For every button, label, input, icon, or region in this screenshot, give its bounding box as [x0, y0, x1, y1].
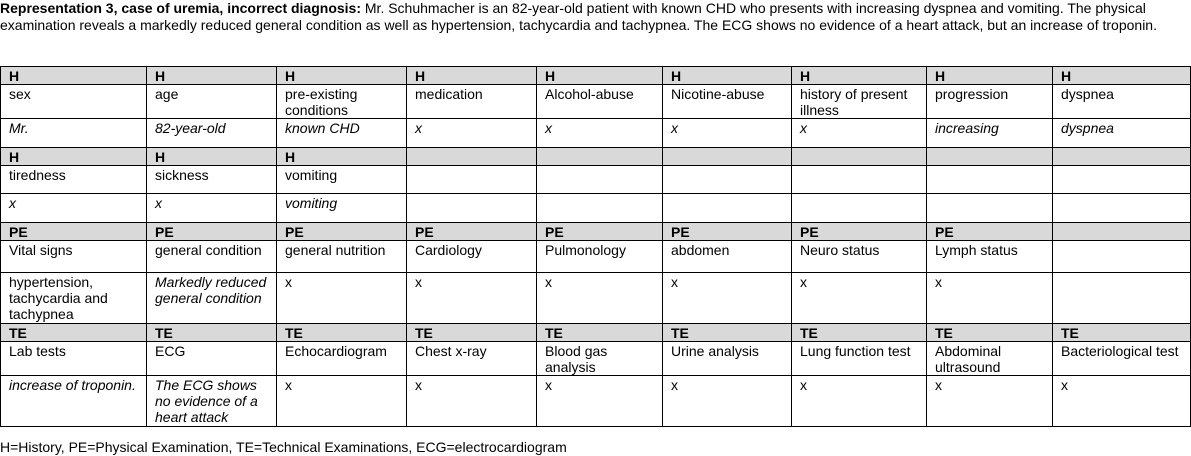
- item-value-cell: Mr.: [1, 119, 147, 148]
- category-cell: [407, 148, 537, 166]
- item-label-cell: progression: [927, 85, 1053, 119]
- category-cell: H: [407, 67, 537, 85]
- item-value-cell: x: [537, 273, 663, 324]
- item-value-cell: x: [537, 376, 663, 427]
- item-label-cell: general condition: [147, 241, 277, 273]
- item-value-cell: [1053, 273, 1191, 324]
- item-value-cell: [663, 194, 792, 223]
- item-value-cell: [927, 194, 1053, 223]
- category-cell: H: [537, 67, 663, 85]
- item-value-cell: The ECG shows no evidence of a heart attack: [147, 376, 277, 427]
- item-label-cell: [1053, 166, 1191, 194]
- category-cell: PE: [792, 223, 927, 241]
- item-value-cell: x: [1, 194, 147, 223]
- item-label-cell: Alcohol-abuse: [537, 85, 663, 119]
- category-cell: [1053, 223, 1191, 241]
- category-cell: PE: [537, 223, 663, 241]
- category-cell: [927, 148, 1053, 166]
- diagnosis-table: [0, 66, 1191, 427]
- item-label-cell: medication: [407, 85, 537, 119]
- category-cell: H: [277, 148, 407, 166]
- category-cell: H: [1, 67, 147, 85]
- item-label-cell: [1053, 241, 1191, 273]
- item-label-cell: Urine analysis: [663, 342, 792, 376]
- item-value-cell: x: [407, 376, 537, 427]
- item-label-cell: Cardiology: [407, 241, 537, 273]
- category-cell: H: [663, 67, 792, 85]
- item-label-cell: Blood gas analysis: [537, 342, 663, 376]
- item-value-cell: x: [407, 119, 537, 148]
- history-label-row: [1, 85, 1191, 119]
- item-value-cell: vomiting: [277, 194, 407, 223]
- item-value-cell: x: [663, 119, 792, 148]
- category-cell: TE: [663, 324, 792, 342]
- item-label-cell: Lung function test: [792, 342, 927, 376]
- item-label-cell: ECG: [147, 342, 277, 376]
- category-cell: PE: [147, 223, 277, 241]
- case-title: Representation 3, case of uremia, incorrect diagnosis:: [0, 0, 361, 16]
- item-value-cell: hypertension, tachycardia and tachypnea: [1, 273, 147, 324]
- category-cell: H: [792, 67, 927, 85]
- technical-exam-label-row: [1, 342, 1191, 376]
- item-value-cell: increasing: [927, 119, 1053, 148]
- case-summary: Mr. Schuhmacher is an 82-year-old patient with known CHD who presents with increasing dyspnea and vomiting. The physical examination reveals a markedly reduced general condition as well as hypertension, tachycardia and tachypnea. The ECG shows no evidence of a heart attack, but an increase of troponin.: [0, 0, 1157, 33]
- category-cell: H: [147, 67, 277, 85]
- category-cell: TE: [792, 324, 927, 342]
- category-cell: TE: [1, 324, 147, 342]
- item-label-cell: [407, 166, 537, 194]
- item-value-cell: x: [1053, 376, 1191, 427]
- item-label-cell: Echocardiogram: [277, 342, 407, 376]
- item-label-cell: Abdominal ultrasound: [927, 342, 1053, 376]
- category-cell: TE: [1053, 324, 1191, 342]
- item-label-cell: Pulmonology: [537, 241, 663, 273]
- item-value-cell: [537, 194, 663, 223]
- item-value-cell: [407, 194, 537, 223]
- history-header-row: [1, 148, 1191, 166]
- category-cell: [1053, 148, 1191, 166]
- item-value-cell: x: [537, 119, 663, 148]
- item-value-cell: x: [147, 194, 277, 223]
- history-header-row: [1, 67, 1191, 85]
- item-label-cell: Lab tests: [1, 342, 147, 376]
- case-description: [0, 0, 1188, 34]
- item-label-cell: pre-existing conditions: [277, 85, 407, 119]
- physical-exam-header-row: [1, 223, 1191, 241]
- item-label-cell: tiredness: [1, 166, 147, 194]
- item-label-cell: [792, 166, 927, 194]
- category-cell: PE: [277, 223, 407, 241]
- item-label-cell: Neuro status: [792, 241, 927, 273]
- history-value-row: [1, 119, 1191, 148]
- item-label-cell: [537, 166, 663, 194]
- category-cell: PE: [407, 223, 537, 241]
- category-cell: H: [147, 148, 277, 166]
- category-cell: PE: [927, 223, 1053, 241]
- category-cell: PE: [1, 223, 147, 241]
- item-label-cell: Nicotine-abuse: [663, 85, 792, 119]
- physical-exam-value-row: [1, 273, 1191, 324]
- item-label-cell: Chest x-ray: [407, 342, 537, 376]
- item-label-cell: Bacteriological test: [1053, 342, 1191, 376]
- item-value-cell: x: [407, 273, 537, 324]
- category-cell: TE: [927, 324, 1053, 342]
- category-cell: TE: [277, 324, 407, 342]
- item-label-cell: sex: [1, 85, 147, 119]
- item-value-cell: known CHD: [277, 119, 407, 148]
- item-label-cell: abdomen: [663, 241, 792, 273]
- item-value-cell: x: [792, 376, 927, 427]
- item-value-cell: 82-year-old: [147, 119, 277, 148]
- item-value-cell: dyspnea: [1053, 119, 1191, 148]
- category-cell: TE: [537, 324, 663, 342]
- category-cell: H: [1053, 67, 1191, 85]
- category-cell: [537, 148, 663, 166]
- item-value-cell: increase of troponin.: [1, 376, 147, 427]
- item-value-cell: Markedly reduced general condition: [147, 273, 277, 324]
- category-cell: H: [927, 67, 1053, 85]
- history-value-row: [1, 194, 1191, 223]
- physical-exam-label-row: [1, 241, 1191, 273]
- item-label-cell: sickness: [147, 166, 277, 194]
- category-cell: H: [1, 148, 147, 166]
- item-label-cell: general nutrition: [277, 241, 407, 273]
- item-value-cell: [1053, 194, 1191, 223]
- item-label-cell: Lymph status: [927, 241, 1053, 273]
- item-value-cell: x: [927, 376, 1053, 427]
- item-label-cell: history of present illness: [792, 85, 927, 119]
- item-value-cell: x: [927, 273, 1053, 324]
- item-label-cell: dyspnea: [1053, 85, 1191, 119]
- item-value-cell: x: [792, 119, 927, 148]
- item-value-cell: x: [663, 376, 792, 427]
- item-value-cell: [792, 194, 927, 223]
- item-value-cell: x: [792, 273, 927, 324]
- abbreviation-footnote: H=History, PE=Physical Examination, TE=Technical Examinations, ECG=electrocardiogram: [0, 439, 567, 455]
- technical-exam-value-row: [1, 376, 1191, 427]
- category-cell: TE: [407, 324, 537, 342]
- item-label-cell: [663, 166, 792, 194]
- item-value-cell: x: [277, 376, 407, 427]
- item-label-cell: vomiting: [277, 166, 407, 194]
- category-cell: PE: [663, 223, 792, 241]
- technical-exam-header-row: [1, 324, 1191, 342]
- item-value-cell: x: [663, 273, 792, 324]
- category-cell: TE: [147, 324, 277, 342]
- history-label-row: [1, 166, 1191, 194]
- category-cell: [792, 148, 927, 166]
- item-label-cell: Vital signs: [1, 241, 147, 273]
- item-label-cell: age: [147, 85, 277, 119]
- item-label-cell: [927, 166, 1053, 194]
- category-cell: H: [277, 67, 407, 85]
- category-cell: [663, 148, 792, 166]
- item-value-cell: x: [277, 273, 407, 324]
